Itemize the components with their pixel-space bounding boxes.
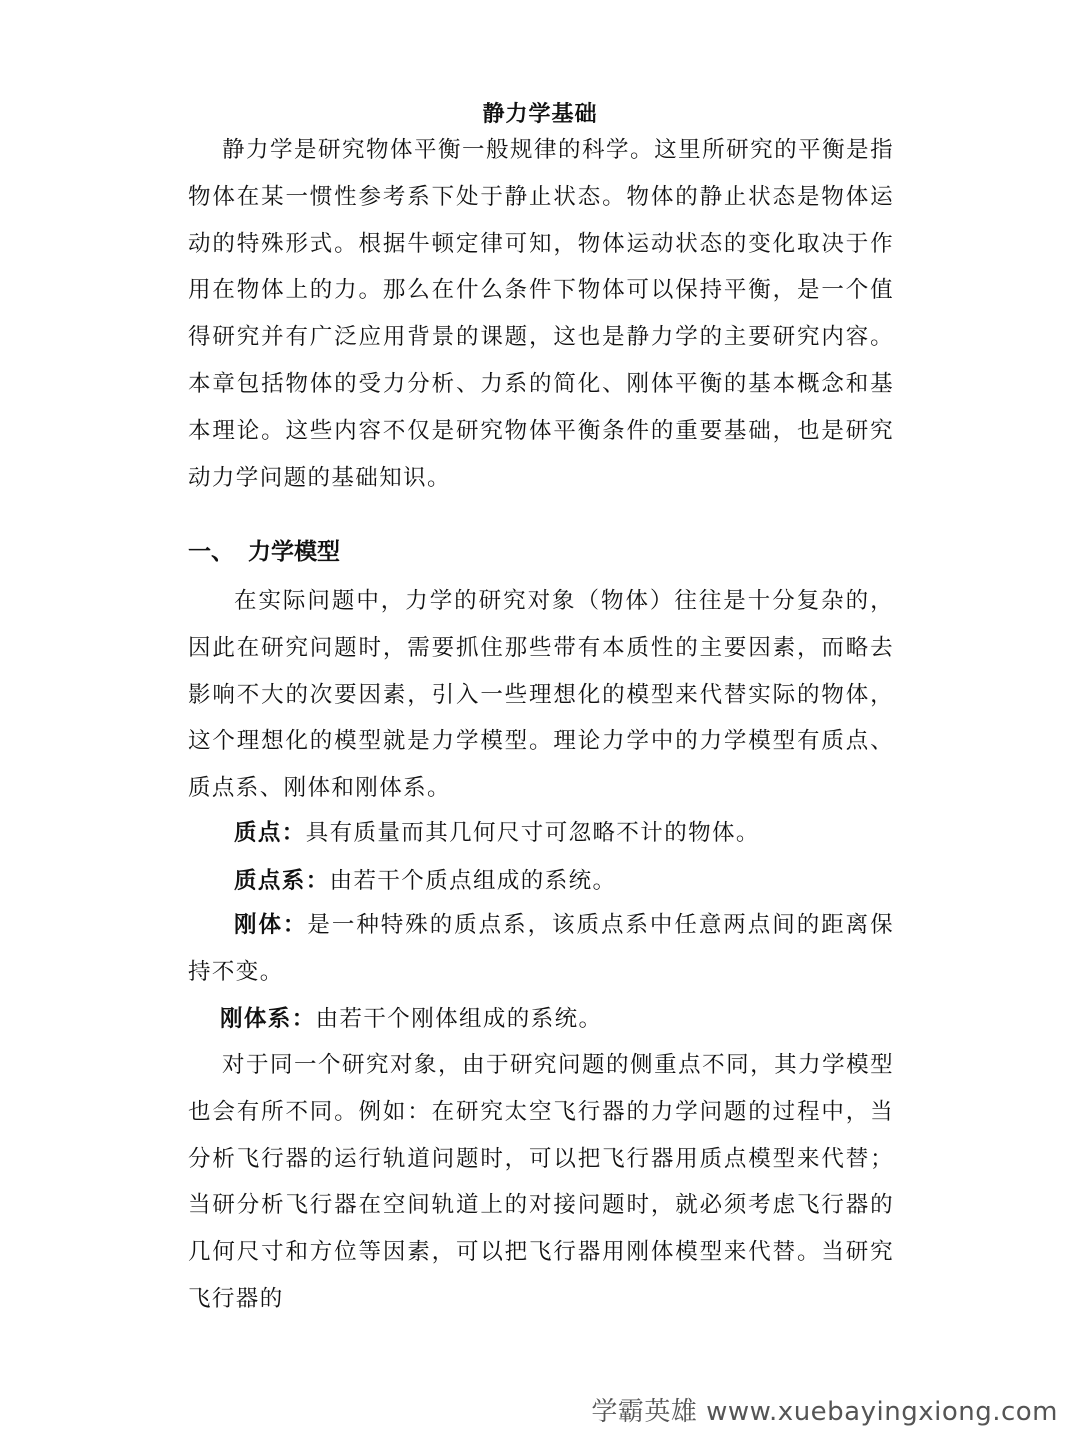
definition-text: 由若干个质点组成的系统。 xyxy=(329,868,617,894)
definition-item xyxy=(220,996,894,1043)
section-title: 力学模型 xyxy=(248,539,340,565)
definition-term: 刚体： xyxy=(234,912,308,938)
definition-term: 刚体系： xyxy=(220,1006,316,1032)
site-watermark: 学霸英雄 www.xuebayingxiong.com xyxy=(591,1397,1058,1427)
section-paragraph-2: 对于同一个研究对象，由于研究问题的侧重点不同，其力学模型也会有所不同。例如：在研究太空飞行器的力学问题的过程中，当分析飞行器的运行轨道问题时，可以把飞行器用质点模型来代替；当研分析飞行器在空间轨道上的对接问题时，就必须考虑飞行器的几何尺寸和方位等因素，可以把飞行器用刚体模型来代替。当研究飞行器的 xyxy=(188,1052,894,1312)
definition-term: 质点： xyxy=(234,820,306,846)
section-paragraph-1: 在实际问题中，力学的研究对象（物体）往往是十分复杂的，因此在研究问题时，需要抓住那些带有本质性的主要因素，而略去影响不大的次要因素，引入一些理想化的模型来代替实际的物体，这个理想化的模型就是力学模型。理论力学中的力学模型有质点、质点系、刚体和刚体系。 xyxy=(188,588,894,802)
definition-item xyxy=(234,858,894,905)
definition-text: 具有质量而其几何尺寸可忽略不计的物体。 xyxy=(305,820,760,846)
definition-text: 由若干个刚体组成的系统。 xyxy=(315,1006,603,1032)
document-title: 静力学基础 xyxy=(482,102,598,127)
section-number: 一、 xyxy=(188,539,234,565)
definition-text: 是一种特殊的质点系，该质点系中任意两点间的距离保持不变。 xyxy=(188,912,894,985)
definition-item xyxy=(234,810,894,857)
definition-item xyxy=(188,902,894,996)
section-heading xyxy=(188,532,340,572)
definition-term: 质点系： xyxy=(234,868,330,894)
intro-paragraph: 静力学是研究物体平衡一般规律的科学。这里所研究的平衡是指物体在某一惯性参考系下处于静止状态。物体的静止状态是物体运动的特殊形式。根据牛顿定律可知，物体运动状态的变化取决于作用在物体上的力。那么在什么条件下物体可以保持平衡，是一个值得研究并有广泛应用背景的课题，这也是静力学的主要研究内容。本章包括物体的受力分析、力系的简化、刚体平衡的基本概念和基本理论。这些内容不仅是研究物体平衡条件的重要基础，也是研究动力学问题的基础知识。 xyxy=(188,137,894,491)
